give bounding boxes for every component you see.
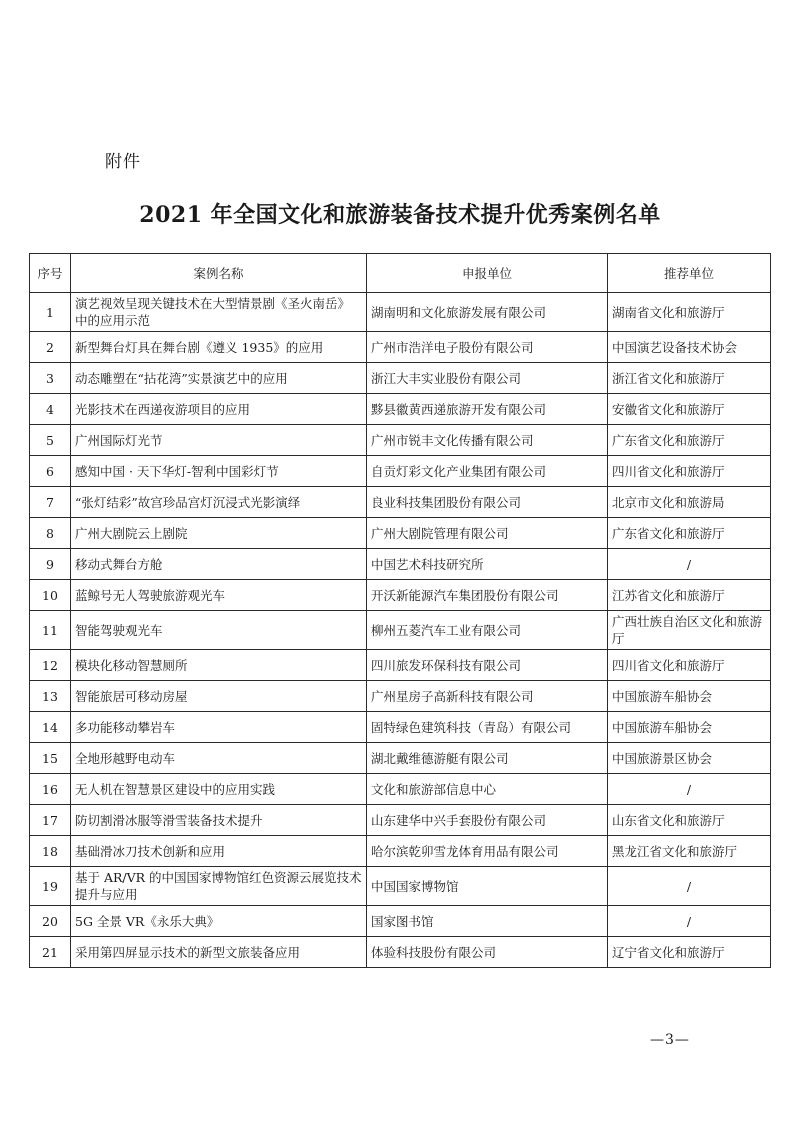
table-row — [30, 394, 771, 425]
row-number: 14 — [30, 712, 71, 743]
recommender: 广东省文化和旅游厅 — [608, 518, 771, 549]
applicant: 开沃新能源汽车集团股份有限公司 — [367, 580, 608, 611]
table-row — [30, 867, 771, 906]
row-number: 5 — [30, 425, 71, 456]
row-number: 2 — [30, 332, 71, 363]
row-number: 9 — [30, 549, 71, 580]
case-name: 广州国际灯光节 — [71, 425, 367, 456]
row-number: 1 — [30, 293, 71, 332]
recommender: 山东省文化和旅游厅 — [608, 805, 771, 836]
case-name: 演艺视效呈现关键技术在大型情景剧《圣火南岳》中的应用示范 — [71, 293, 367, 332]
case-name: 动态雕塑在“拈花湾”实景演艺中的应用 — [71, 363, 367, 394]
row-number: 18 — [30, 836, 71, 867]
table-row — [30, 712, 771, 743]
recommender: / — [608, 549, 771, 580]
case-name: “张灯结彩”故宫珍品宫灯沉浸式光影演绎 — [71, 487, 367, 518]
case-name: 新型舞台灯具在舞台剧《遵义 1935》的应用 — [71, 332, 367, 363]
row-number: 12 — [30, 650, 71, 681]
table-row — [30, 611, 771, 650]
recommender: / — [608, 906, 771, 937]
case-name: 广州大剧院云上剧院 — [71, 518, 367, 549]
table-row — [30, 363, 771, 394]
applicant: 浙江大丰实业股份有限公司 — [367, 363, 608, 394]
header-recommender: 推荐单位 — [608, 254, 771, 293]
table-row — [30, 681, 771, 712]
applicant: 体验科技股份有限公司 — [367, 937, 608, 968]
recommender: 辽宁省文化和旅游厅 — [608, 937, 771, 968]
attachment-label: 附件 — [105, 152, 141, 172]
case-name: 多功能移动攀岩车 — [71, 712, 367, 743]
row-number: 10 — [30, 580, 71, 611]
header-case-name: 案例名称 — [71, 254, 367, 293]
recommender: 中国旅游车船协会 — [608, 712, 771, 743]
row-number: 16 — [30, 774, 71, 805]
applicant: 柳州五菱汽车工业有限公司 — [367, 611, 608, 650]
applicant: 四川旅发环保科技有限公司 — [367, 650, 608, 681]
applicant: 黟县徽黄西递旅游开发有限公司 — [367, 394, 608, 425]
table-row — [30, 425, 771, 456]
row-number: 3 — [30, 363, 71, 394]
table-row — [30, 580, 771, 611]
case-name: 模块化移动智慧厕所 — [71, 650, 367, 681]
applicant: 广州市浩洋电子股份有限公司 — [367, 332, 608, 363]
table-row — [30, 332, 771, 363]
applicant: 中国艺术科技研究所 — [367, 549, 608, 580]
recommender: 湖南省文化和旅游厅 — [608, 293, 771, 332]
applicant: 广州市锐丰文化传播有限公司 — [367, 425, 608, 456]
row-number: 8 — [30, 518, 71, 549]
table-row — [30, 774, 771, 805]
recommender: 安徽省文化和旅游厅 — [608, 394, 771, 425]
table-row — [30, 518, 771, 549]
row-number: 17 — [30, 805, 71, 836]
recommender: 中国旅游车船协会 — [608, 681, 771, 712]
applicant: 良业科技集团股份有限公司 — [367, 487, 608, 518]
row-number: 15 — [30, 743, 71, 774]
table-row — [30, 743, 771, 774]
header-number: 序号 — [30, 254, 71, 293]
table-row — [30, 937, 771, 968]
header-applicant: 申报单位 — [367, 254, 608, 293]
case-list-table — [29, 253, 771, 968]
recommender: 中国旅游景区协会 — [608, 743, 771, 774]
row-number: 4 — [30, 394, 71, 425]
recommender: 广西壮族自治区文化和旅游厅 — [608, 611, 771, 650]
recommender: 浙江省文化和旅游厅 — [608, 363, 771, 394]
recommender: 广东省文化和旅游厅 — [608, 425, 771, 456]
table-header-row — [30, 254, 771, 293]
row-number: 13 — [30, 681, 71, 712]
recommender: 北京市文化和旅游局 — [608, 487, 771, 518]
case-name: 移动式舞台方舱 — [71, 549, 367, 580]
recommender: 四川省文化和旅游厅 — [608, 650, 771, 681]
case-name: 光影技术在西递夜游项目的应用 — [71, 394, 367, 425]
row-number: 21 — [30, 937, 71, 968]
document-title: 2021 年全国文化和旅游装备技术提升优秀案例名单 — [139, 202, 661, 228]
recommender: 四川省文化和旅游厅 — [608, 456, 771, 487]
applicant: 文化和旅游部信息中心 — [367, 774, 608, 805]
table-row — [30, 293, 771, 332]
table-row — [30, 650, 771, 681]
recommender: / — [608, 774, 771, 805]
table-row — [30, 549, 771, 580]
row-number: 7 — [30, 487, 71, 518]
applicant: 中国国家博物馆 — [367, 867, 608, 906]
row-number: 6 — [30, 456, 71, 487]
table-row — [30, 487, 771, 518]
case-name: 智能旅居可移动房屋 — [71, 681, 367, 712]
recommender: 中国演艺设备技术协会 — [608, 332, 771, 363]
applicant: 固特绿色建筑科技（青岛）有限公司 — [367, 712, 608, 743]
case-name: 采用第四屏显示技术的新型文旅装备应用 — [71, 937, 367, 968]
recommender: 江苏省文化和旅游厅 — [608, 580, 771, 611]
applicant: 湖北戴维德游艇有限公司 — [367, 743, 608, 774]
applicant: 哈尔滨乾卯雪龙体育用品有限公司 — [367, 836, 608, 867]
row-number: 11 — [30, 611, 71, 650]
case-name: 防切割滑冰服等滑雪装备技术提升 — [71, 805, 367, 836]
case-name: 无人机在智慧景区建设中的应用实践 — [71, 774, 367, 805]
case-name: 感知中国 · 天下华灯-智利中国彩灯节 — [71, 456, 367, 487]
case-name: 蓝鲸号无人驾驶旅游观光车 — [71, 580, 367, 611]
applicant: 湖南明和文化旅游发展有限公司 — [367, 293, 608, 332]
case-name: 智能驾驶观光车 — [71, 611, 367, 650]
case-name: 5G 全景 VR《永乐大典》 — [71, 906, 367, 937]
applicant: 山东建华中兴手套股份有限公司 — [367, 805, 608, 836]
table-row — [30, 836, 771, 867]
case-name: 全地形越野电动车 — [71, 743, 367, 774]
recommender: 黑龙江省文化和旅游厅 — [608, 836, 771, 867]
row-number: 19 — [30, 867, 71, 906]
applicant: 广州星房子高新科技有限公司 — [367, 681, 608, 712]
applicant: 广州大剧院管理有限公司 — [367, 518, 608, 549]
case-name: 基于 AR/VR 的中国国家博物馆红色资源云展览技术提升与应用 — [71, 867, 367, 906]
applicant: 自贡灯彩文化产业集团有限公司 — [367, 456, 608, 487]
page-number: —3— — [650, 1032, 690, 1048]
applicant: 国家图书馆 — [367, 906, 608, 937]
recommender: / — [608, 867, 771, 906]
table-row — [30, 456, 771, 487]
case-name: 基础滑冰刀技术创新和应用 — [71, 836, 367, 867]
table-row — [30, 805, 771, 836]
row-number: 20 — [30, 906, 71, 937]
table-row — [30, 906, 771, 937]
